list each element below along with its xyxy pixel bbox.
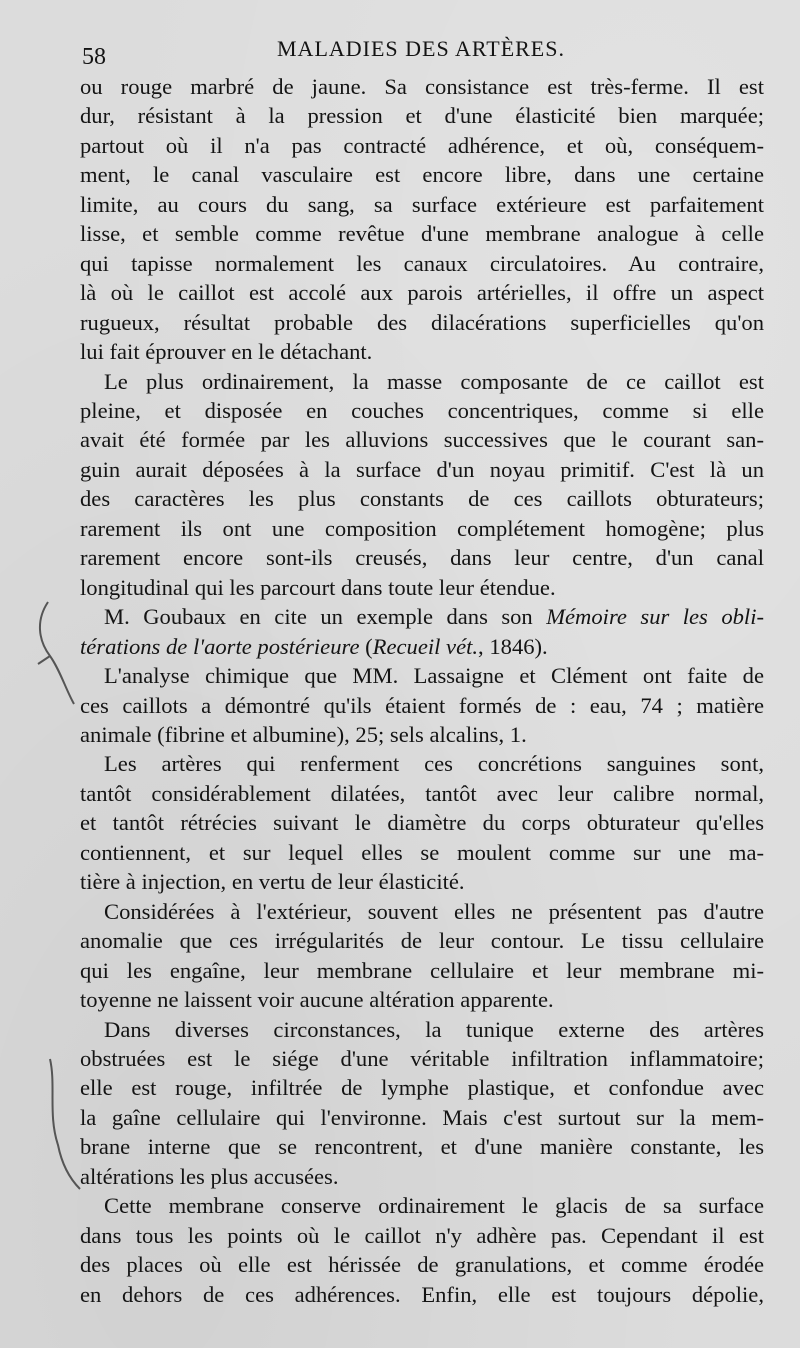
text-run: M. Goubaux en cite un exemple dans son: [104, 604, 547, 630]
text-line: guin aurait déposées à la surface d'un noyau primitif. C'est là un: [80, 456, 764, 482]
text-line: pleine, et disposée en couches concentriques, comme si elle: [80, 397, 764, 423]
text-line: [80, 632, 764, 661]
text-line: limite, au cours du sang, sa surface extérieure est parfaitement: [80, 191, 764, 217]
text-line: Considérées à l'extérieur, souvent elles ne présentent pas d'autre: [104, 898, 764, 924]
text-line: elle est rouge, infiltrée de lymphe plastique, et confondue avec: [80, 1075, 764, 1101]
text-line: la gaîne cellulaire qui l'environne. Mais c'est surtout sur la mem-: [80, 1104, 764, 1130]
text-line: dans tous les points où le caillot n'y adhère pas. Cependant il est: [80, 1222, 764, 1248]
text-line: animale (fibrine et albumine), 25; sels alcalins, 1.: [80, 721, 527, 747]
text-line: ces caillots a démontré qu'ils étaient formés de : eau, 74 ; matière: [80, 692, 764, 718]
text-line: Le plus ordinairement, la masse composante de ce caillot est: [104, 368, 764, 394]
pencil-bracket-mark: [30, 600, 80, 710]
text-line: tière à injection, en vertu de leur élasticité.: [80, 869, 465, 895]
text-line: avait été formée par les alluvions successives que le courant san-: [80, 427, 764, 453]
text-run: (: [359, 633, 373, 659]
italic-text: Mémoire sur les obli-: [546, 604, 764, 630]
text-line: Dans diverses circonstances, la tunique externe des artères: [104, 1016, 764, 1042]
italic-text: Recueil vét.: [372, 633, 479, 659]
text-line: lisse, et semble comme revêtue d'une membrane analogue à celle: [80, 221, 764, 247]
text-line: anomalie que ces irrégularités de leur contour. Le tissu cellulaire: [80, 928, 764, 954]
text-line: L'analyse chimique que MM. Lassaigne et Clément ont faite de: [104, 663, 764, 689]
text-line: Cette membrane conserve ordinairement le glacis de sa surface: [104, 1193, 764, 1219]
text-line: ment, le canal vasculaire est encore libre, dans une certaine: [80, 162, 764, 188]
page-number: 58: [82, 44, 106, 70]
text-line: rarement encore sont-ils creusés, dans leur centre, d'un canal: [80, 545, 764, 571]
italic-text: térations de l'aorte postérieure: [80, 633, 360, 659]
text-line: lui fait éprouver en le détachant.: [80, 339, 373, 365]
text-line: et tantôt rétrécies suivant le diamètre du corps obturateur qu'elles: [80, 810, 764, 836]
text-line: qui les engaîne, leur membrane cellulaire et leur membrane mi-: [80, 957, 764, 983]
text-line: longitudinal qui les parcourt dans toute leur étendue.: [80, 574, 556, 600]
running-title: MALADIES DES ARTÈRES.: [277, 36, 565, 61]
text-line: dur, résistant à la pression et d'une élasticité bien marquée;: [80, 103, 764, 129]
text-line: rugueux, résultat probable des dilacérations superficielles qu'on: [80, 309, 764, 335]
text-line: des caractères les plus constants de ces caillots obturateurs;: [80, 486, 764, 512]
text-line: là où le caillot est accolé aux parois artérielles, il offre un aspect: [80, 280, 764, 306]
text-line: ou rouge marbré de jaune. Sa consistance est très-ferme. Il est: [80, 74, 764, 99]
text-line: en dehors de ces adhérences. Enfin, elle est toujours dépolie,: [80, 1281, 764, 1307]
text-line: tantôt considérablement dilatées, tantôt avec leur calibre normal,: [80, 780, 764, 806]
text-line: Les artères qui renferment ces concrétions sanguines sont,: [104, 751, 764, 777]
text-line: obstruées est le siége d'une véritable infiltration inflammatoire;: [80, 1045, 764, 1071]
text-line: toyenne ne laissent voir aucune altération apparente.: [80, 987, 554, 1013]
text-line: brane interne que se rencontrent, et d'une manière constante, les: [80, 1134, 764, 1160]
page-header: [78, 26, 764, 70]
text-line: altérations les plus accusées.: [80, 1163, 339, 1189]
text-line: des places où elle est hérissée de granulations, et comme érodée: [80, 1252, 764, 1278]
text-line: qui tapisse normalement les canaux circulatoires. Au contraire,: [80, 250, 764, 276]
text-line: partout où il n'a pas contracté adhérence, et où, conséquem-: [80, 132, 764, 158]
pencil-bracket-mark: [40, 1055, 85, 1195]
text-line: [80, 602, 764, 631]
text-line: contiennent, et sur lequel elles se moulent comme sur une ma-: [80, 839, 764, 865]
text-line: rarement ils ont une composition complétement homogène; plus: [80, 515, 764, 541]
text-run: , 1846).: [478, 633, 548, 659]
body-text: [80, 72, 764, 1309]
